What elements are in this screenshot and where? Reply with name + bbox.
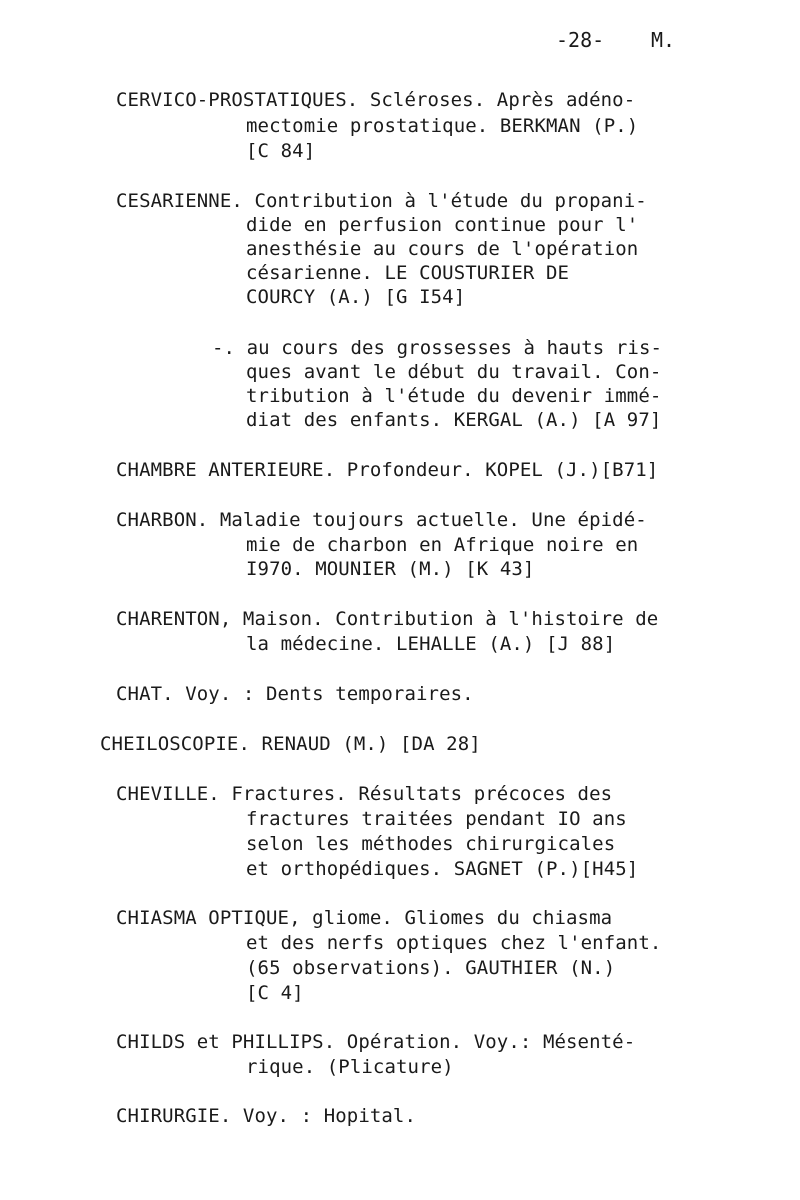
entry-line: fractures traitées pendant IO ans <box>246 808 627 830</box>
entry-line: ques avant le début du travail. Con- <box>246 361 662 383</box>
entry-line: CHIRURGIE. Voy. : Hopital. <box>116 1105 417 1127</box>
entry-line: mie de charbon en Afrique noire en <box>246 534 639 556</box>
page-number: -28- <box>556 28 605 52</box>
entry-line: CERVICO-PROSTATIQUES. Scléroses. Après adéno- <box>116 89 636 111</box>
entry-line: (65 observations). GAUTHIER (N.) <box>246 957 616 979</box>
entry-line: et orthopédiques. SAGNET (P.)[H45] <box>246 858 639 880</box>
entry-line: CHEILOSCOPIE. RENAUD (M.) [DA 28] <box>100 733 481 755</box>
entry-line: I970. MOUNIER (M.) [K 43] <box>246 558 535 580</box>
entry-line: CHIASMA OPTIQUE, gliome. Gliomes du chiasma <box>116 907 613 929</box>
entry-line: mectomie prostatique. BERKMAN (P.) <box>246 115 639 137</box>
entry-line: [C 84] <box>246 140 316 162</box>
entry-line: [C 4] <box>246 982 304 1004</box>
entry-line: -. au cours des grossesses à hauts ris- <box>212 337 663 359</box>
entry-line: CHAT. Voy. : Dents temporaires. <box>116 683 474 705</box>
entry-line: CHARBON. Maladie toujours actuelle. Une épidé- <box>116 509 647 531</box>
entry-line: diat des enfants. KERGAL (A.) [A 97] <box>246 409 662 431</box>
entry-line: dide en perfusion continue pour l' <box>246 214 639 236</box>
entry-line: rique. (Plicature) <box>246 1056 454 1078</box>
entry-line: CHARENTON, Maison. Contribution à l'histoire de <box>116 608 659 630</box>
entry-line: anesthésie au cours de l'opération <box>246 238 639 260</box>
entry-line: tribution à l'étude du devenir immé- <box>246 385 662 407</box>
entry-line: et des nerfs optiques chez l'enfant. <box>246 932 662 954</box>
index-letter: M. <box>651 28 676 52</box>
entry-line: COURCY (A.) [G I54] <box>246 286 466 308</box>
entry-line: CESARIENNE. Contribution à l'étude du propani- <box>116 190 647 212</box>
entry-line: selon les méthodes chirurgicales <box>246 833 616 855</box>
entry-line: CHAMBRE ANTERIEURE. Profondeur. KOPEL (J.)[B71] <box>116 459 659 481</box>
entry-line: CHILDS et PHILLIPS. Opération. Voy.: Mésenté- <box>116 1031 636 1053</box>
entry-line: CHEVILLE. Fractures. Résultats précoces des <box>116 783 613 805</box>
entry-line: césarienne. LE COUSTURIER DE <box>246 262 570 284</box>
entry-line: la médecine. LEHALLE (A.) [J 88] <box>246 633 616 655</box>
